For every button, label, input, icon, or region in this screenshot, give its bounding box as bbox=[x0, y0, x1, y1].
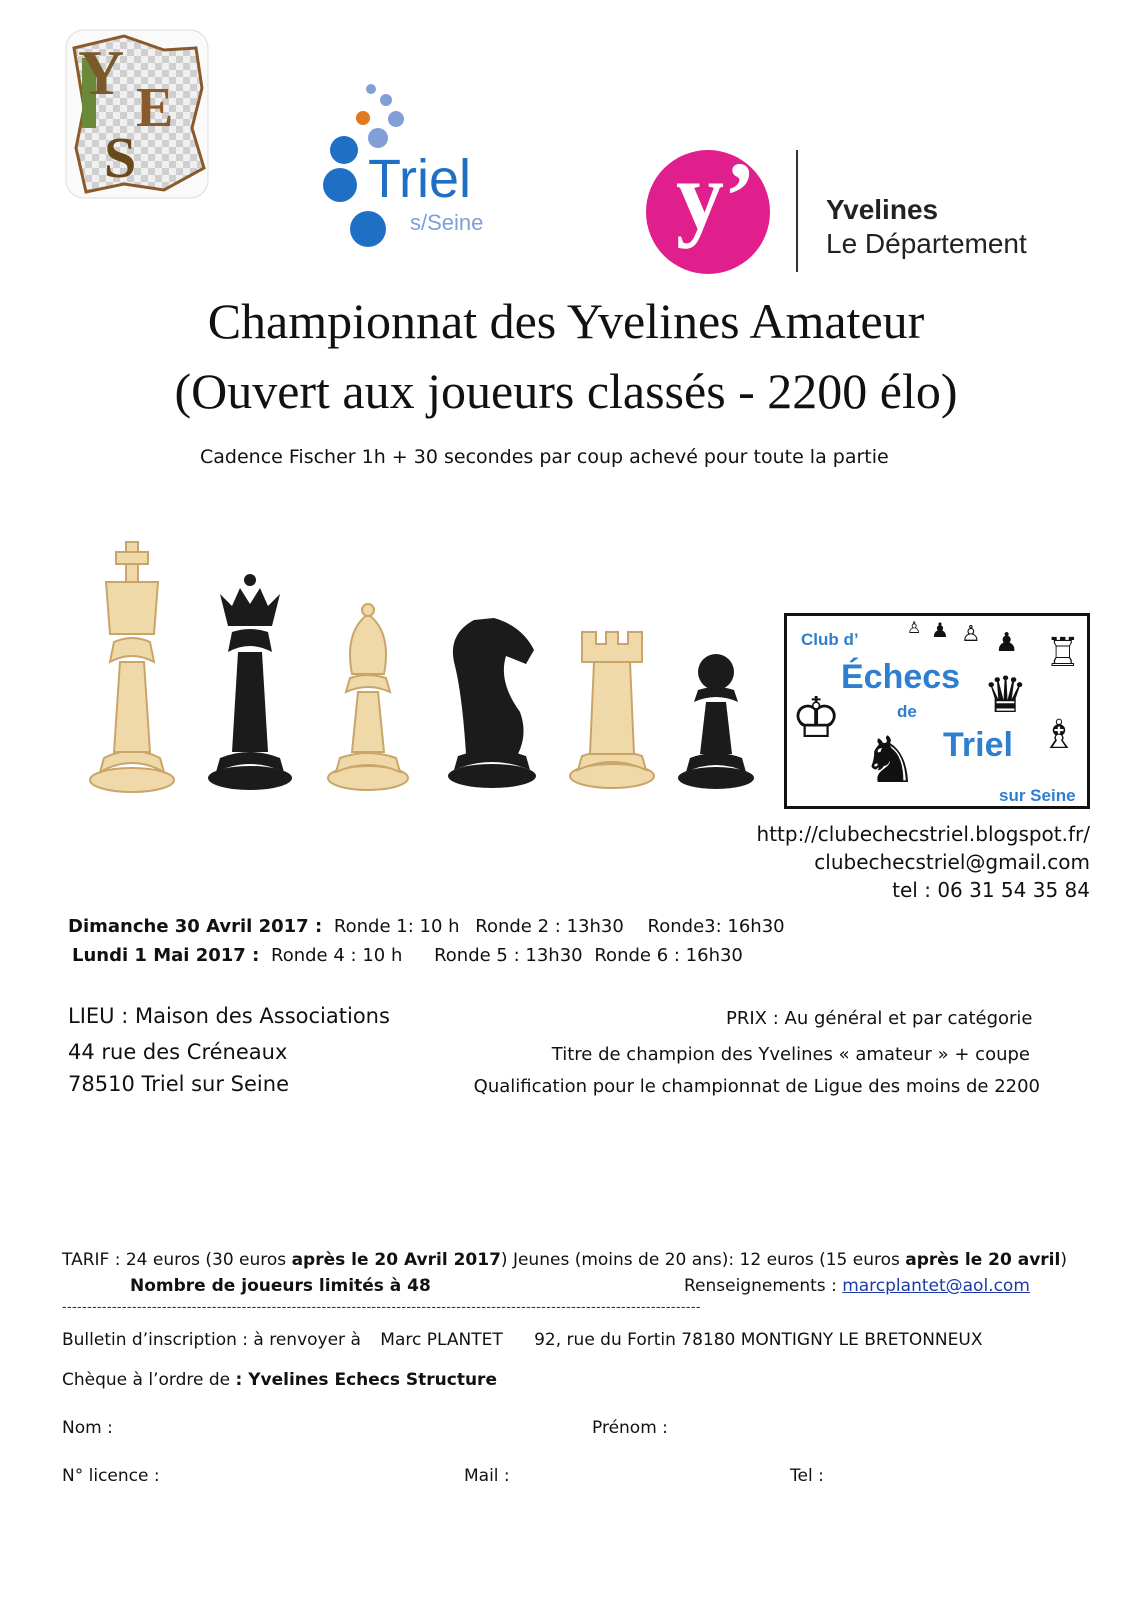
club-line-4: Triel bbox=[943, 726, 1013, 764]
form-licence-label: N° licence : bbox=[62, 1466, 160, 1486]
form-tel-label: Tel : bbox=[790, 1466, 824, 1486]
title-line-1: Championnat des Yvelines Amateur bbox=[207, 293, 925, 349]
cheque-line bbox=[62, 1370, 497, 1390]
cheque-label: Chèque à l’ordre de bbox=[62, 1370, 236, 1390]
yes-letter-y: Y bbox=[78, 37, 125, 108]
title-line-2: (Ouvert aux joueurs classés - 2200 élo) bbox=[174, 363, 958, 419]
lieu-line-3: 78510 Triel sur Seine bbox=[68, 1072, 289, 1096]
form-prenom-label: Prénom : bbox=[592, 1418, 668, 1438]
club-line-1: Club d’ bbox=[801, 630, 859, 649]
bulletin-line bbox=[62, 1330, 982, 1350]
renseignements-email-link[interactable]: marcplantet@aol.com bbox=[842, 1276, 1030, 1296]
club-line-5: sur Seine bbox=[999, 786, 1076, 805]
small-white-pawn-icon: ♙ bbox=[907, 618, 922, 637]
chess-pieces-image bbox=[82, 522, 782, 802]
form-nom-label: Nom : bbox=[62, 1418, 113, 1438]
club-line-3: de bbox=[897, 702, 917, 721]
bulletin-name: Marc PLANTET bbox=[380, 1330, 503, 1350]
black-pawn-icon bbox=[678, 654, 754, 789]
renseignements bbox=[684, 1276, 1030, 1296]
prix-line-2: Titre de champion des Yvelines « amateur » + coupe bbox=[551, 1044, 1030, 1065]
tarif-deadline-1: après le 20 Avril 2017 bbox=[291, 1250, 501, 1270]
white-rook-icon bbox=[570, 632, 654, 788]
black-queen-icon bbox=[208, 574, 292, 790]
day2-label: Lundi 1 Mai 2017 : bbox=[72, 945, 260, 966]
day1-round-1: Ronde 1: 10 h bbox=[333, 916, 460, 937]
contact-url[interactable]: http://clubechecstriel.blogspot.fr/ bbox=[756, 822, 1090, 846]
renseignements-label: Renseignements : bbox=[684, 1276, 843, 1296]
club-logo-box bbox=[784, 613, 1090, 809]
white-king-icon: ♔ bbox=[791, 686, 842, 751]
white-bishop-icon: ♗ bbox=[1041, 712, 1077, 758]
triel-logo bbox=[318, 82, 508, 252]
tarif-part-1: TARIF : 24 euros (30 euros bbox=[62, 1250, 292, 1270]
tarif-line bbox=[62, 1250, 1067, 1270]
white-bishop-icon bbox=[328, 604, 408, 790]
yvelines-sub: Le Département bbox=[826, 228, 1027, 259]
lieu-line-1: LIEU : Maison des Associations bbox=[68, 1004, 390, 1028]
day2-round-5: Ronde 5 : 13h30 bbox=[434, 945, 583, 966]
bulletin-address: 92, rue du Fortin 78180 MONTIGNY LE BRETONNEUX bbox=[534, 1330, 983, 1350]
cheque-payee: : Yvelines Echecs Structure bbox=[235, 1370, 497, 1390]
separator-line: -------------------------------------------------------------------------------------------------------------------------------- bbox=[62, 1300, 701, 1315]
tarif-deadline-2: après le 20 avril bbox=[905, 1250, 1061, 1270]
yvelines-mark: y’ bbox=[676, 142, 756, 249]
triel-name: Triel bbox=[368, 149, 471, 209]
black-knight-icon bbox=[448, 618, 536, 788]
yes-letter-s: S bbox=[104, 125, 137, 190]
yes-letter-e: E bbox=[136, 77, 174, 139]
day2-round-6: Ronde 6 : 16h30 bbox=[594, 945, 743, 966]
day1-label: Dimanche 30 Avril 2017 : bbox=[68, 916, 323, 937]
yes-logo bbox=[64, 28, 210, 200]
club-line-2: Échecs bbox=[841, 658, 961, 696]
yvelines-logo bbox=[646, 142, 1056, 278]
day1-round-3: Ronde3: 16h30 bbox=[647, 916, 785, 937]
cadence-text: Cadence Fischer 1h + 30 secondes par coup achevé pour toute la partie bbox=[200, 446, 889, 468]
contact-tel: tel : 06 31 54 35 84 bbox=[892, 878, 1090, 902]
white-rook-icon: ♖ bbox=[1045, 630, 1081, 676]
day1-round-2: Ronde 2 : 13h30 bbox=[475, 916, 624, 937]
schedule-day-2 bbox=[72, 945, 743, 966]
white-pawn-icon: ♙ bbox=[961, 622, 981, 647]
prix-line-3: Qualification pour le championnat de Ligue des moins de 2200 bbox=[473, 1076, 1040, 1097]
black-knight-icon: ♞ bbox=[861, 724, 919, 798]
yvelines-divider bbox=[796, 150, 798, 272]
lieu-line-2: 44 rue des Créneaux bbox=[68, 1040, 288, 1064]
tarif-part-3: ) Jeunes (moins de 20 ans): 12 euros (15 euros bbox=[500, 1250, 906, 1270]
form-mail-label: Mail : bbox=[464, 1466, 510, 1486]
black-queen-icon: ♛ bbox=[983, 666, 1028, 724]
bulletin-label: Bulletin d’inscription : à renvoyer à bbox=[62, 1330, 361, 1350]
tarif-part-5: ) bbox=[1060, 1250, 1067, 1270]
contact-email[interactable]: clubechecstriel@gmail.com bbox=[814, 850, 1090, 874]
prix-line-1: PRIX : Au général et par catégorie bbox=[726, 1008, 1033, 1029]
yvelines-name: Yvelines bbox=[826, 194, 939, 225]
white-king-icon bbox=[90, 542, 174, 792]
player-limit: Nombre de joueurs limités à 48 bbox=[130, 1276, 431, 1296]
day2-round-4: Ronde 4 : 10 h bbox=[271, 945, 403, 966]
triel-sub: s/Seine bbox=[410, 210, 484, 235]
black-pawn-icon: ♟ bbox=[995, 628, 1019, 658]
small-black-pawn-icon: ♟ bbox=[931, 618, 949, 642]
schedule-day-1 bbox=[68, 916, 785, 937]
